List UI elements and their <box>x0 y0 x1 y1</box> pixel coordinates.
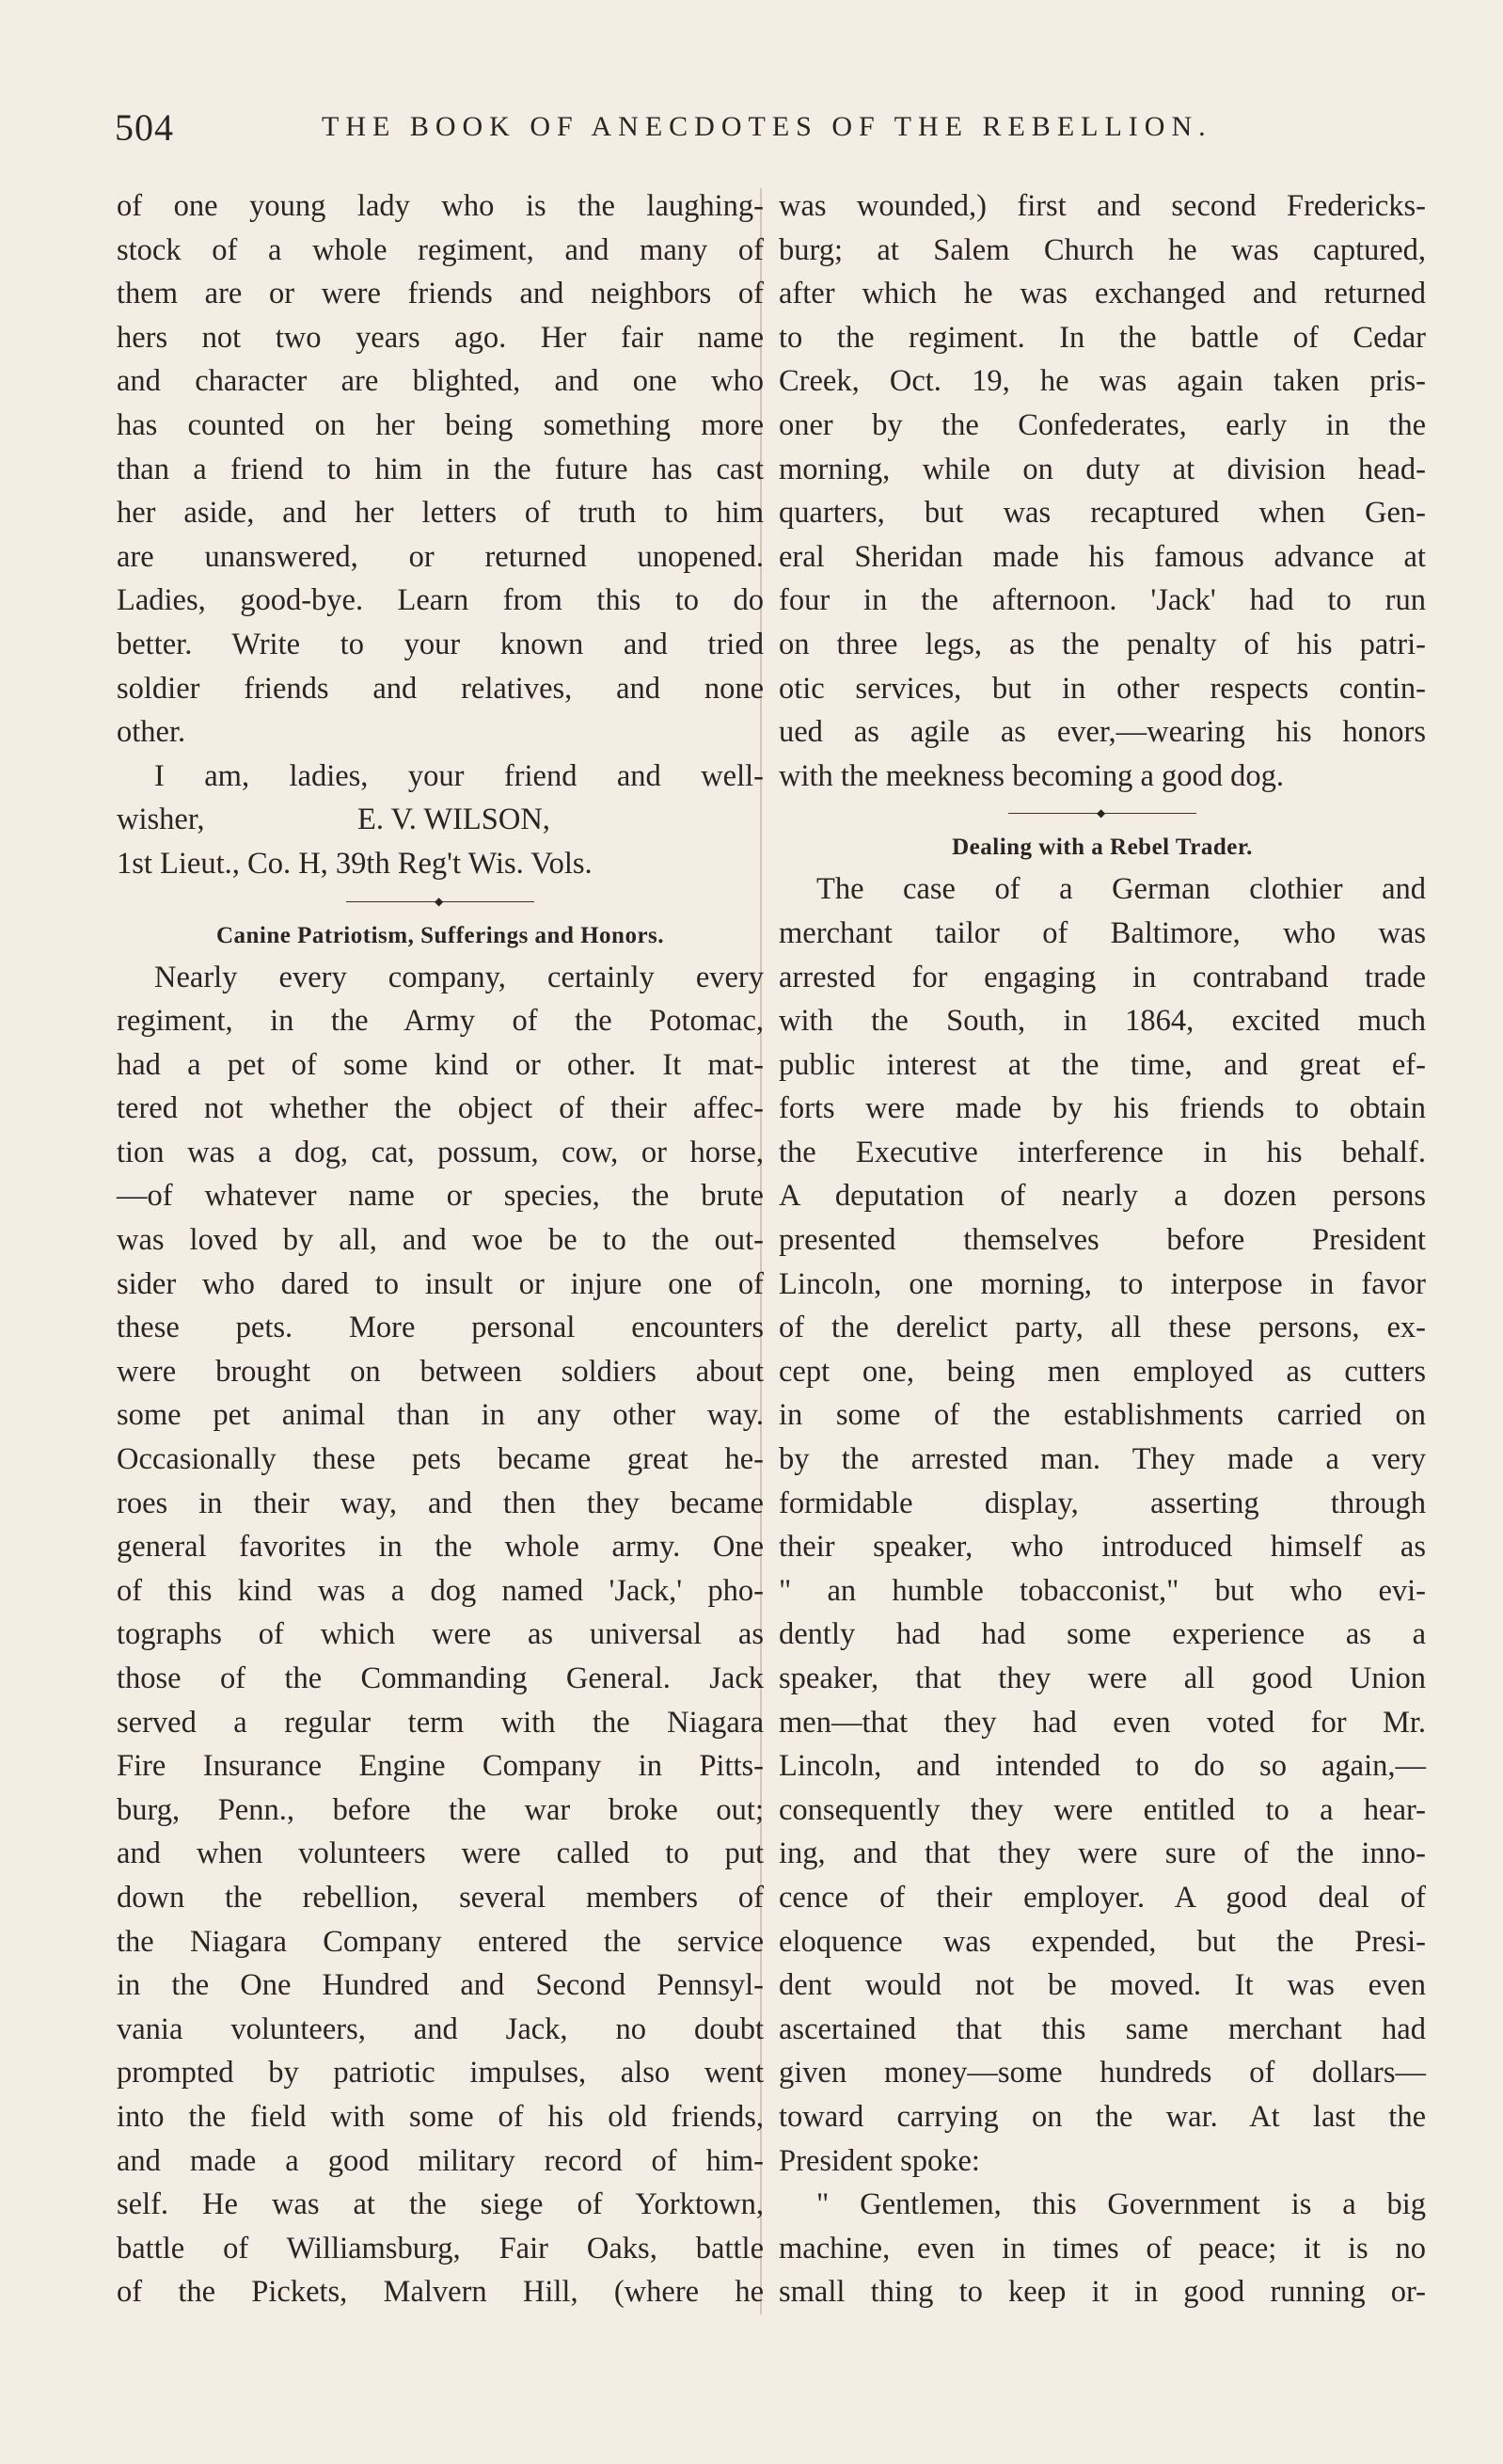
text-line: tered not whether the object of their affec- <box>117 1091 764 1126</box>
text-line: arrested for engaging in contraband trade <box>779 960 1426 994</box>
text-line: those of the Commanding General. Jack <box>117 1661 764 1695</box>
text-line: merchant tailor of Baltimore, who was <box>779 915 1426 950</box>
text-line: forts were made by his friends to obtain <box>779 1091 1426 1126</box>
text-line: of the derelict party, all these persons, ex- <box>779 1311 1426 1345</box>
text-line: given money—some hundreds of dollars— <box>779 2056 1426 2090</box>
text-line: on three legs, as the penalty of his patri- <box>779 627 1426 661</box>
text-line: had a pet of some kind or other. It mat- <box>117 1047 764 1082</box>
text-line: ued as agile as ever,—wearing his honors <box>779 715 1426 750</box>
text-line: has counted on her being something more <box>117 407 764 442</box>
paragraph-rebel-trader <box>779 867 1426 2183</box>
text-line: was loved by all, and woe be to the out- <box>117 1223 764 1258</box>
text-line: regiment, in the Army of the Potomac, <box>117 1004 764 1039</box>
text-line: tion was a dog, cat, possum, cow, or horse, <box>117 1135 764 1169</box>
text-line: toward carrying on the war. At last the <box>779 2099 1426 2134</box>
text-line: of one young lady who is the laughing- <box>117 189 764 223</box>
text-line: their speaker, who introduced himself as <box>779 1530 1426 1565</box>
text-line: tographs of which were as universal as <box>117 1617 764 1652</box>
paragraph-letter-end <box>117 184 764 755</box>
section-heading-canine: Canine Patriotism, Sufferings and Honors. <box>215 922 665 948</box>
text-line: wisher, E. V. WILSON, <box>117 803 550 837</box>
text-line: cence of their employer. A good deal of <box>779 1880 1426 1915</box>
text-line: small thing to keep it in good running or- <box>779 2275 1426 2310</box>
text-line: with the South, in 1864, excited much <box>779 1004 1426 1039</box>
text-line: down the rebellion, several members of <box>117 1880 764 1915</box>
text-line: Nearly every company, certainly every <box>154 960 764 994</box>
text-line: of this kind was a dog named 'Jack,' pho- <box>117 1573 764 1608</box>
text-line: cept one, being men employed as cutters <box>779 1354 1426 1389</box>
text-line: sider who dared to insult or injure one of <box>117 1266 764 1301</box>
page-header <box>115 105 1281 162</box>
text-line: the Niagara Company entered the service <box>117 1924 764 1959</box>
text-line: burg; at Salem Church he was captured, <box>779 232 1426 267</box>
text-line: these pets. More personal encounters <box>117 1311 764 1345</box>
text-line: machine, even in times of peace; it is no <box>779 2231 1426 2265</box>
text-line: Lincoln, one morning, to interpose in favor <box>779 1266 1426 1301</box>
text-line: other. <box>117 715 186 750</box>
text-line: burg, Penn., before the war broke out; <box>117 1792 764 1827</box>
text-line: of the Pickets, Malvern Hill, (where he <box>117 2275 764 2310</box>
right-column <box>779 184 1426 2314</box>
text-line: some pet animal than in any other way. <box>117 1398 764 1433</box>
text-line: I am, ladies, your friend and well- <box>154 758 764 793</box>
text-line: 1st Lieut., Co. H, 39th Reg't Wis. Vols. <box>117 846 593 881</box>
text-line: roes in their way, and then they became <box>117 1486 764 1520</box>
page-number: 504 <box>115 106 174 149</box>
text-line: Occasionally these pets became great he- <box>117 1442 764 1477</box>
text-line: eral Sheridan made his famous advance at <box>779 539 1426 574</box>
text-line: " Gentlemen, this Government is a big <box>816 2187 1426 2222</box>
text-line: soldier friends and relatives, and none <box>117 671 764 706</box>
text-line: eloquence was expended, but the Presi- <box>779 1924 1426 1959</box>
text-line: the Executive interference in his behalf. <box>779 1135 1426 1169</box>
text-line: and character are blighted, and one who <box>117 364 764 399</box>
text-line: in some of the establishments carried on <box>779 1398 1426 1433</box>
paragraph-canine <box>117 956 764 2314</box>
text-line: them are or were friends and neighbors of <box>117 277 764 311</box>
text-line: ascertained that this same merchant had <box>779 2011 1426 2046</box>
text-line: were brought on between soldiers about <box>117 1354 764 1389</box>
text-line: in the One Hundred and Second Pennsyl- <box>117 1968 764 2003</box>
text-line: into the field with some of his old friends, <box>117 2099 764 2134</box>
text-line: " an humble tobacconist," but who evi- <box>779 1573 1426 1608</box>
text-line: Fire Insurance Engine Company in Pitts- <box>117 1749 764 1784</box>
text-line: The case of a German clothier and <box>816 872 1426 907</box>
text-line: self. He was at the siege of Yorktown, <box>117 2187 764 2222</box>
text-line: stock of a whole regiment, and many of <box>117 232 764 267</box>
text-line: four in the afternoon. 'Jack' had to run <box>779 583 1426 618</box>
running-title: THE BOOK OF ANECDOTES OF THE REBELLION. <box>322 111 1212 142</box>
text-line: are unanswered, or returned unopened. <box>117 539 764 574</box>
section-heading-rebel-trader: Dealing with a Rebel Trader. <box>952 835 1253 861</box>
text-line: dently had had some experience as a <box>779 1617 1426 1652</box>
text-line: hers not two years ago. Her fair name <box>117 320 764 355</box>
text-line: oner by the Confederates, early in the <box>779 407 1426 442</box>
text-line: morning, while on duty at division head- <box>779 452 1426 486</box>
text-line: her aside, and her letters of truth to him <box>117 496 764 531</box>
text-line: prompted by patriotic impulses, also went <box>117 2056 764 2090</box>
text-line: consequently they were entitled to a hear- <box>779 1792 1426 1827</box>
paragraph-lincoln-quote <box>779 2183 1426 2314</box>
left-column <box>117 184 764 2314</box>
text-line: and made a good military record of him- <box>117 2143 764 2178</box>
text-line: vania volunteers, and Jack, no doubt <box>117 2011 764 2046</box>
section-separator <box>117 886 764 916</box>
text-line: Ladies, good-bye. Learn from this to do <box>117 583 764 618</box>
text-line: than a friend to him in the future has cast <box>117 452 764 486</box>
text-line: served a regular term with the Niagara <box>117 1705 764 1740</box>
text-line: Creek, Oct. 19, he was again taken pris- <box>779 364 1426 399</box>
text-line: A deputation of nearly a dozen persons <box>779 1179 1426 1214</box>
text-line: by the arrested man. They made a very <box>779 1442 1426 1477</box>
text-line: and when volunteers were called to put <box>117 1836 764 1871</box>
letter-signoff <box>117 755 764 886</box>
text-line: ing, and that they were sure of the inno- <box>779 1836 1426 1871</box>
text-line: with the meekness becoming a good dog. <box>779 758 1285 793</box>
text-line: to the regiment. In the battle of Cedar <box>779 320 1426 355</box>
text-line: formidable display, asserting through <box>779 1486 1426 1520</box>
text-line: dent would not be moved. It was even <box>779 1968 1426 2003</box>
text-line: speaker, that they were all good Union <box>779 1661 1426 1695</box>
text-line: President spoke: <box>779 2143 980 2178</box>
section-separator <box>779 798 1426 828</box>
text-line: —of whatever name or species, the brute <box>117 1179 764 1214</box>
text-line: battle of Williamsburg, Fair Oaks, battle <box>117 2231 764 2265</box>
text-line: general favorites in the whole army. One <box>117 1530 764 1565</box>
text-line: presented themselves before President <box>779 1223 1426 1258</box>
text-line: otic services, but in other respects contin- <box>779 671 1426 706</box>
text-line: public interest at the time, and great ef- <box>779 1047 1426 1082</box>
text-line: Lincoln, and intended to do so again,— <box>779 1749 1426 1784</box>
text-line: after which he was exchanged and returned <box>779 277 1426 311</box>
text-line: quarters, but was recaptured when Gen- <box>779 496 1426 531</box>
paragraph-jack-continued <box>779 184 1426 798</box>
text-line: men—that they had even voted for Mr. <box>779 1705 1426 1740</box>
text-line: was wounded,) first and second Fredericks- <box>779 189 1426 223</box>
text-line: better. Write to your known and tried <box>117 627 764 661</box>
